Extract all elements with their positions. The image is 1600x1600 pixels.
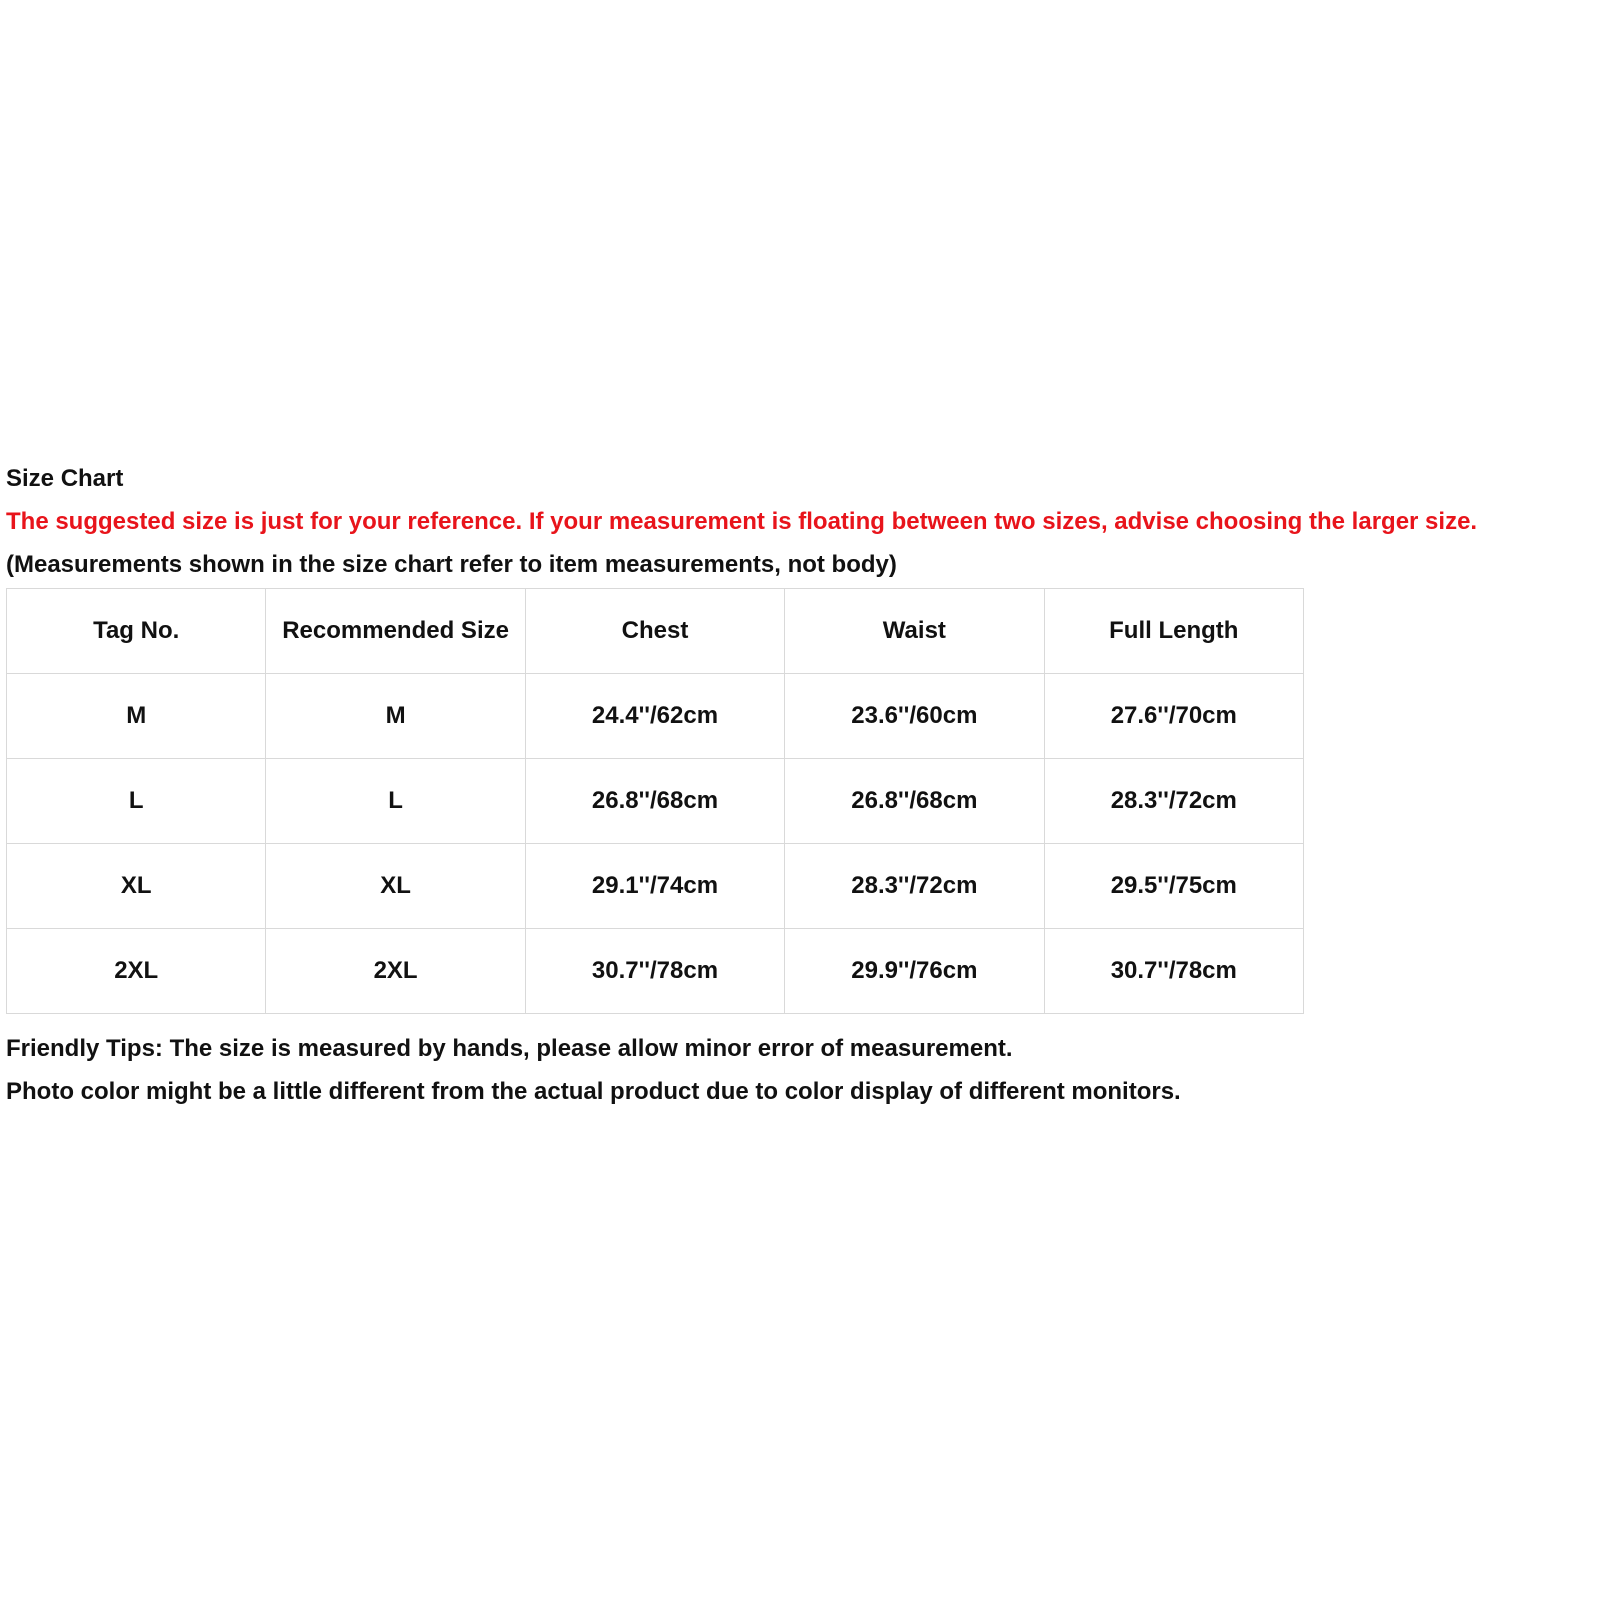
cell-chest: 30.7''/78cm (525, 929, 784, 1014)
cell-waist: 28.3''/72cm (785, 844, 1044, 929)
cell-waist: 26.8''/68cm (785, 759, 1044, 844)
cell-recommended-size: XL (266, 844, 525, 929)
table-row (7, 844, 1304, 929)
cell-waist: 29.9''/76cm (785, 929, 1044, 1014)
table-row (7, 759, 1304, 844)
cell-tag-no: M (7, 674, 266, 759)
friendly-tips (6, 1036, 1596, 1105)
cell-chest: 24.4''/62cm (525, 674, 784, 759)
cell-tag-no: 2XL (7, 929, 266, 1014)
table-header-row (7, 589, 1304, 674)
cell-full-length: 27.6''/70cm (1044, 674, 1303, 759)
tip-photo-color: Photo color might be a little different from the actual product due to color display of different monitors. (6, 1078, 1181, 1105)
cell-chest: 26.8''/68cm (525, 759, 784, 844)
cell-tag-no: L (7, 759, 266, 844)
size-chart-section (6, 466, 1596, 1105)
cell-recommended-size: M (266, 674, 525, 759)
header-recommended-size: Recommended Size (266, 589, 525, 674)
measurement-note: (Measurements shown in the size chart refer to item measurements, not body) (6, 551, 897, 578)
cell-waist: 23.6''/60cm (785, 674, 1044, 759)
header-chest: Chest (525, 589, 784, 674)
cell-chest: 29.1''/74cm (525, 844, 784, 929)
cell-recommended-size: L (266, 759, 525, 844)
cell-full-length: 28.3''/72cm (1044, 759, 1303, 844)
page-title: Size Chart (6, 465, 124, 492)
header-waist: Waist (785, 589, 1044, 674)
header-tag-no: Tag No. (7, 589, 266, 674)
header-full-length: Full Length (1044, 589, 1303, 674)
cell-tag-no: XL (7, 844, 266, 929)
size-recommendation-notice: The suggested size is just for your reference. If your measurement is floating between two sizes, advise choosing the larger size. (6, 509, 1478, 535)
cell-recommended-size: 2XL (266, 929, 525, 1014)
cell-full-length: 29.5''/75cm (1044, 844, 1303, 929)
table-row (7, 674, 1304, 759)
cell-full-length: 30.7''/78cm (1044, 929, 1303, 1014)
table-row (7, 929, 1304, 1014)
tip-measurement: Friendly Tips: The size is measured by hands, please allow minor error of measurement. (6, 1035, 1013, 1062)
size-table (6, 588, 1304, 1014)
